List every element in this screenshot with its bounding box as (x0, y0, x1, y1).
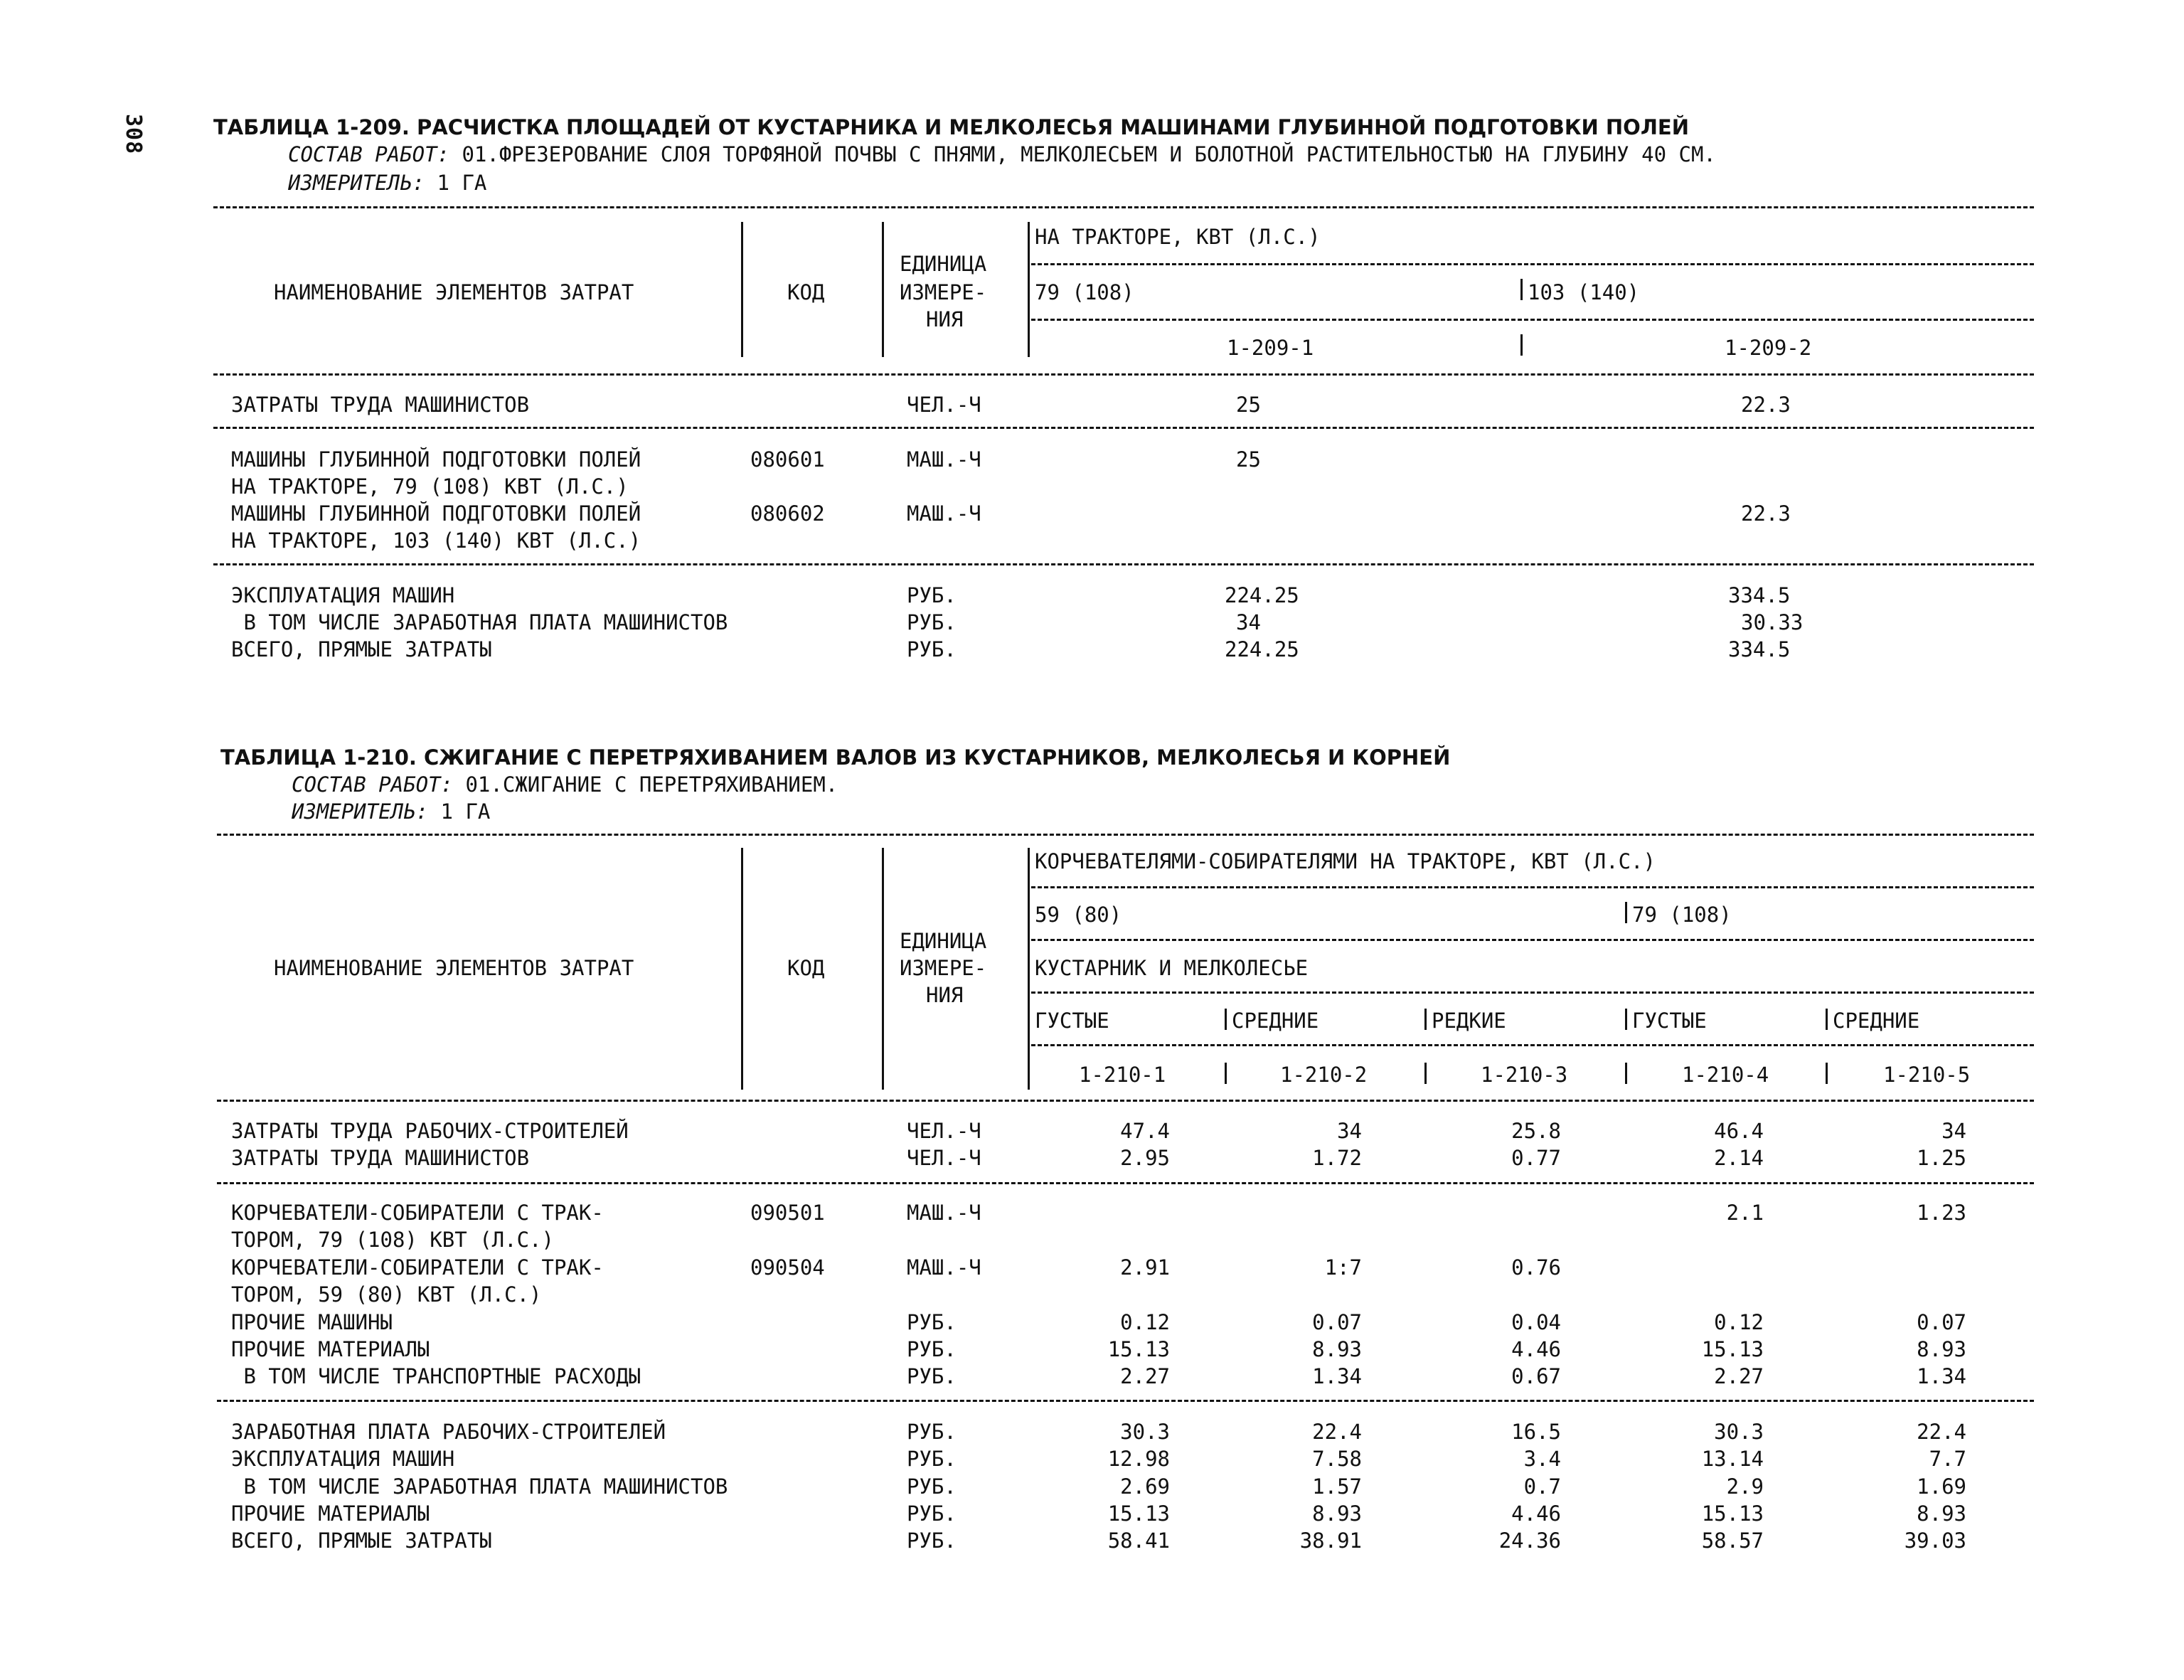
row-value: 8.93 (1312, 1501, 1362, 1526)
row-value: 47.4 (1120, 1119, 1170, 1143)
row-name: ЗАРАБОТНАЯ ПЛАТА РАБОЧИХ-СТРОИТЕЛЕЙ (231, 1420, 666, 1444)
row-unit: РУБ. (907, 1364, 957, 1388)
divider (1625, 1009, 1627, 1030)
row-value: 4.46 (1511, 1501, 1561, 1526)
row-name: В ТОМ ЧИСЛЕ ЗАРАБОТНАЯ ПЛАТА МАШИНИСТОВ (231, 610, 728, 634)
row-value: 7.58 (1312, 1447, 1362, 1471)
row-value: 334.5 (1728, 637, 1791, 661)
row-value: 15.13 (1107, 1337, 1170, 1361)
divider (1424, 1009, 1427, 1030)
row-value: 15.13 (1107, 1501, 1170, 1526)
col-head-code-number: 1-209-2 (1725, 336, 1812, 360)
row-unit: МАШ.-Ч (907, 447, 981, 472)
divider (1424, 1063, 1427, 1084)
row-value: 1.57 (1312, 1474, 1362, 1499)
row-value: 30.3 (1120, 1420, 1170, 1444)
row-value: 8.93 (1917, 1501, 1966, 1526)
divider (1625, 1063, 1627, 1084)
row-name: В ТОМ ЧИСЛЕ ТРАНСПОРТНЫЕ РАСХОДЫ (231, 1364, 641, 1388)
row-value: 1.34 (1917, 1364, 1966, 1388)
row-name: ЗАТРАТЫ ТРУДА МАШИНИСТОВ (231, 393, 530, 417)
row-value: 0.07 (1917, 1310, 1966, 1334)
col-head-power: 79 (108) (1035, 280, 1134, 304)
row-value: 1:7 (1324, 1255, 1362, 1280)
divider (741, 848, 743, 1090)
row-name: КОРЧЕВАТЕЛИ-СОБИРАТЕЛИ С ТРАК- (231, 1201, 604, 1225)
row-value: 8.93 (1312, 1337, 1362, 1361)
row-value: 25 (1236, 447, 1261, 472)
row-unit: МАШ.-Ч (907, 1201, 981, 1225)
row-value: 7.7 (1929, 1447, 1966, 1471)
row-value: 38.91 (1299, 1529, 1362, 1553)
divider (1028, 222, 1030, 357)
measure-label: ИЗМЕРИТЕЛЬ: (292, 799, 429, 824)
col-head-name: НАИМЕНОВАНИЕ ЭЛЕМЕНТОВ ЗАТРАТ (274, 280, 634, 304)
divider (1826, 1009, 1828, 1030)
row-value: 25 (1236, 393, 1261, 417)
divider (1031, 886, 2034, 888)
divider (1031, 1044, 2034, 1046)
row-name: ПРОЧИЕ МАТЕРИАЛЫ (231, 1337, 430, 1361)
row-unit: РУБ. (907, 583, 957, 607)
divider (213, 563, 2034, 565)
row-value: 2.95 (1120, 1146, 1170, 1170)
row-name: ПРОЧИЕ МАТЕРИАЛЫ (231, 1501, 430, 1526)
row-value: 1.23 (1917, 1201, 1966, 1225)
row-name: НА ТРАКТОРЕ, 79 (108) КВТ (Л.С.) (231, 474, 629, 499)
row-value: 4.46 (1511, 1337, 1561, 1361)
row-unit: РУБ. (907, 1474, 957, 1499)
col-head-code-number: 1-210-3 (1481, 1063, 1568, 1087)
row-name: ТОРОМ, 59 (80) КВТ (Л.С.) (231, 1282, 542, 1307)
divider (1625, 902, 1627, 923)
divider (741, 222, 743, 357)
row-unit: МАШ.-Ч (907, 501, 981, 526)
composition-text: 01.СЖИГАНИЕ С ПЕРЕТРЯХИВАНИЕМ. (465, 772, 838, 797)
col-head-code: КОД (787, 280, 825, 304)
row-value: 12.98 (1107, 1447, 1170, 1471)
row-value: 24.36 (1498, 1529, 1561, 1553)
composition-label: СОСТАВ РАБОТ: (288, 142, 449, 166)
row-name: ЭКСПЛУАТАЦИЯ МАШИН (231, 583, 455, 607)
row-unit: ЧЕЛ.-Ч (907, 1146, 981, 1170)
row-unit: РУБ. (907, 1447, 957, 1471)
col-head-density: РЕДКИЕ (1432, 1009, 1506, 1033)
row-name: КОРЧЕВАТЕЛИ-СОБИРАТЕЛИ С ТРАК- (231, 1255, 604, 1280)
col-head-unit: ИЗМЕРЕ- (900, 280, 987, 304)
row-unit: РУБ. (907, 1501, 957, 1526)
divider (1031, 263, 2034, 265)
row-unit: РУБ. (907, 1337, 957, 1361)
row-value: 2.27 (1120, 1364, 1170, 1388)
divider (213, 206, 2034, 208)
row-value: 46.4 (1714, 1119, 1764, 1143)
row-name: ЗАТРАТЫ ТРУДА МАШИНИСТОВ (231, 1146, 530, 1170)
col-head-density: СРЕДНИЕ (1833, 1009, 1920, 1033)
row-value: 0.76 (1511, 1255, 1561, 1280)
row-code: 080601 (750, 447, 825, 472)
composition-label: СОСТАВ РАБОТ: (292, 772, 453, 797)
row-code: 090504 (750, 1255, 825, 1280)
col-head-code-number: 1-209-1 (1227, 336, 1314, 360)
row-value: 224.25 (1225, 637, 1299, 661)
col-head-name: НАИМЕНОВАНИЕ ЭЛЕМЕНТОВ ЗАТРАТ (274, 956, 634, 980)
row-value: 15.13 (1701, 1337, 1764, 1361)
divider (1520, 334, 1523, 356)
row-value: 2.9 (1726, 1474, 1764, 1499)
row-unit: РУБ. (907, 1420, 957, 1444)
col-head-code-number: 1-210-2 (1280, 1063, 1368, 1087)
row-value: 0.12 (1714, 1310, 1764, 1334)
col-head-power: 103 (140) (1528, 280, 1640, 304)
row-value: 34 (1337, 1119, 1362, 1143)
col-head-unit: ЕДИНИЦА (900, 929, 987, 953)
divider (1225, 1009, 1227, 1030)
col-head-code-number: 1-210-5 (1883, 1063, 1971, 1087)
row-value: 0.67 (1511, 1364, 1561, 1388)
row-value: 15.13 (1701, 1501, 1764, 1526)
col-head-code: КОД (787, 956, 825, 980)
col-head-unit: НИЯ (926, 983, 964, 1007)
row-value: 30.3 (1714, 1420, 1764, 1444)
divider (213, 427, 2034, 429)
table-title: ТАБЛИЦА 1-210. СЖИГАНИЕ С ПЕРЕТРЯХИВАНИЕМ ВАЛОВ ИЗ КУСТАРНИКОВ, МЕЛКОЛЕСЬЯ И КОРНЕЙ (220, 745, 1451, 770)
col-head-density: ГУСТЫЕ (1632, 1009, 1707, 1033)
row-unit: РУБ. (907, 610, 957, 634)
row-value: 224.25 (1225, 583, 1299, 607)
composition (288, 141, 1716, 168)
divider (1031, 939, 2034, 941)
row-value: 0.77 (1511, 1146, 1561, 1170)
row-name: ПРОЧИЕ МАШИНЫ (231, 1310, 393, 1334)
composition-text: 01.ФРЕЗЕРОВАНИЕ СЛОЯ ТОРФЯНОЙ ПОЧВЫ С ПНЯМИ, МЕЛКОЛЕСЬЕМ И БОЛОТНОЙ РАСТИТЕЛЬНОСТЬЮ НА ГЛУБИНУ 40 СМ. (462, 142, 1716, 166)
row-value: 39.03 (1904, 1529, 1966, 1553)
col-head-code-number: 1-210-4 (1682, 1063, 1769, 1087)
col-head-unit: ИЗМЕРЕ- (900, 956, 987, 980)
col-head-power: 59 (80) (1035, 903, 1122, 927)
row-value: 22.3 (1741, 393, 1791, 417)
divider (1031, 991, 2034, 994)
row-value: 3.4 (1523, 1447, 1561, 1471)
row-value: 2.27 (1714, 1364, 1764, 1388)
divider (213, 373, 2034, 376)
row-code: 090501 (750, 1201, 825, 1225)
row-value: 1.72 (1312, 1146, 1362, 1170)
row-value: 1.34 (1312, 1364, 1362, 1388)
row-value: 34 (1236, 610, 1261, 634)
row-value: 2.69 (1120, 1474, 1170, 1499)
row-value: 1.25 (1917, 1146, 1966, 1170)
row-name: ВСЕГО, ПРЯМЫЕ ЗАТРАТЫ (231, 1529, 492, 1553)
row-value: 0.7 (1523, 1474, 1561, 1499)
divider (217, 1182, 2034, 1184)
row-value: 34 (1941, 1119, 1966, 1143)
col-head-code-number: 1-210-1 (1079, 1063, 1166, 1087)
measure (292, 798, 490, 825)
row-value: 0.12 (1120, 1310, 1170, 1334)
col-head-unit: ЕДИНИЦА (900, 252, 987, 276)
row-value: 2.1 (1726, 1201, 1764, 1225)
row-value: 22.4 (1312, 1420, 1362, 1444)
row-value: 2.14 (1714, 1146, 1764, 1170)
divider (217, 1400, 2034, 1402)
row-name: В ТОМ ЧИСЛЕ ЗАРАБОТНАЯ ПЛАТА МАШИНИСТОВ (231, 1474, 728, 1499)
measure-text: 1 ГА (440, 799, 491, 824)
row-name: ВСЕГО, ПРЯМЫЕ ЗАТРАТЫ (231, 637, 492, 661)
divider (1028, 848, 1030, 1090)
divider (1028, 1063, 1030, 1084)
measure-text: 1 ГА (437, 171, 487, 195)
divider (1826, 1063, 1828, 1084)
divider (882, 848, 884, 1090)
row-name: ТОРОМ, 79 (108) КВТ (Л.С.) (231, 1228, 554, 1252)
page-number: 308 (121, 114, 146, 155)
table-title: ТАБЛИЦА 1-209. РАСЧИСТКА ПЛОЩАДЕЙ ОТ КУСТАРНИКА И МЕЛКОЛЕСЬЯ МАШИНАМИ ГЛУБИННОЙ ПОДГОТОВКИ ПОЛЕЙ (213, 115, 1690, 139)
measure (288, 169, 486, 196)
row-value: 30.33 (1741, 610, 1804, 634)
divider (217, 834, 2034, 836)
col-head-density: ГУСТЫЕ (1035, 1009, 1109, 1033)
row-unit: ЧЕЛ.-Ч (907, 1119, 981, 1143)
col-head-group: КОРЧЕВАТЕЛЯМИ-СОБИРАТЕЛЯМИ НА ТРАКТОРЕ, КВТ (Л.С.) (1035, 849, 1656, 873)
row-value: 22.4 (1917, 1420, 1966, 1444)
row-value: 0.07 (1312, 1310, 1362, 1334)
divider (1225, 1063, 1227, 1084)
row-unit: МАШ.-Ч (907, 1255, 981, 1280)
row-value: 16.5 (1511, 1420, 1561, 1444)
col-head-unit: НИЯ (926, 307, 964, 331)
row-value: 58.41 (1107, 1529, 1170, 1553)
row-value: 22.3 (1741, 501, 1791, 526)
row-value: 13.14 (1701, 1447, 1764, 1471)
divider (1520, 279, 1523, 300)
row-name: МАШИНЫ ГЛУБИННОЙ ПОДГОТОВКИ ПОЛЕЙ (231, 501, 641, 526)
row-name: МАШИНЫ ГЛУБИННОЙ ПОДГОТОВКИ ПОЛЕЙ (231, 447, 641, 472)
row-value: 334.5 (1728, 583, 1791, 607)
col-head-density: СРЕДНИЕ (1232, 1009, 1319, 1033)
row-unit: РУБ. (907, 1529, 957, 1553)
row-name: ЗАТРАТЫ ТРУДА РАБОЧИХ-СТРОИТЕЛЕЙ (231, 1119, 629, 1143)
row-value: 0.04 (1511, 1310, 1561, 1334)
row-value: 2.91 (1120, 1255, 1170, 1280)
divider (882, 222, 884, 357)
row-value: 25.8 (1511, 1119, 1561, 1143)
row-code: 080602 (750, 501, 825, 526)
col-head-group: НА ТРАКТОРЕ, КВТ (Л.С.) (1035, 225, 1321, 249)
composition (292, 771, 838, 798)
row-value: 1.69 (1917, 1474, 1966, 1499)
measure-label: ИЗМЕРИТЕЛЬ: (288, 171, 425, 195)
row-unit: РУБ. (907, 1310, 957, 1334)
divider (217, 1100, 2034, 1102)
row-value: 58.57 (1701, 1529, 1764, 1553)
col-head-power: 79 (108) (1632, 903, 1732, 927)
row-unit: РУБ. (907, 637, 957, 661)
row-name: ЭКСПЛУАТАЦИЯ МАШИН (231, 1447, 455, 1471)
col-head-sub: КУСТАРНИК И МЕЛКОЛЕСЬЕ (1035, 956, 1309, 980)
row-unit: ЧЕЛ.-Ч (907, 393, 981, 417)
divider (1031, 319, 2034, 321)
row-name: НА ТРАКТОРЕ, 103 (140) КВТ (Л.С.) (231, 528, 641, 553)
row-value: 8.93 (1917, 1337, 1966, 1361)
